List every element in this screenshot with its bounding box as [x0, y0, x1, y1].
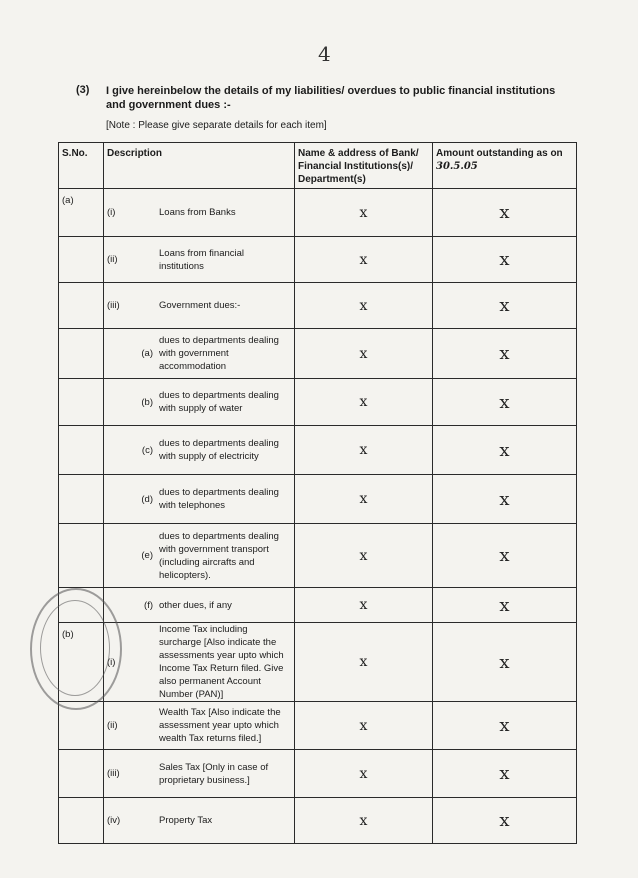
row-text: Government dues:- [159, 300, 241, 311]
section-intro: I give hereinbelow the details of my liabilities/ overdues to public financial institutions and government dues :- [106, 85, 556, 111]
row-roman: (iii) [107, 768, 120, 779]
row-amount-mark: x [433, 524, 577, 588]
row-text: dues to departments dealing with supply of electricity [159, 438, 279, 462]
row-name-address-mark: x [295, 189, 433, 237]
row-sno [59, 750, 104, 798]
section-number: (3) [76, 84, 90, 96]
row-amount-mark: x [433, 379, 577, 426]
row-description [104, 475, 295, 524]
table-header-row [59, 143, 577, 189]
row-sub: (f) [144, 599, 153, 611]
row-roman: (ii) [107, 254, 118, 265]
row-text: Loans from Banks [159, 207, 236, 218]
row-text: dues to departments dealing with government accommodation [159, 335, 279, 372]
row-name-address-mark: x [295, 426, 433, 475]
row-name-address-mark: x [295, 475, 433, 524]
row-description [104, 189, 295, 237]
row-description [104, 798, 295, 844]
row-amount-mark: x [433, 189, 577, 237]
table-row [59, 623, 577, 702]
row-roman: (ii) [107, 720, 118, 731]
row-sno [59, 283, 104, 329]
table-row [59, 588, 577, 623]
row-amount-mark: x [433, 702, 577, 750]
row-roman: (iii) [107, 300, 120, 311]
header-amount [433, 143, 577, 189]
row-amount-mark: x [433, 237, 577, 283]
row-description [104, 237, 295, 283]
table-row [59, 475, 577, 524]
row-amount-mark: x [433, 283, 577, 329]
notary-stamp [30, 588, 122, 710]
row-sno: (b) [59, 623, 104, 702]
table-row [59, 329, 577, 379]
liabilities-table [58, 142, 577, 844]
row-name-address-mark: x [295, 237, 433, 283]
row-description [104, 426, 295, 475]
row-amount-mark: x [433, 426, 577, 475]
row-sno [59, 237, 104, 283]
row-sub: (e) [141, 550, 153, 561]
row-sub: (c) [141, 444, 153, 456]
header-description: Description [104, 143, 295, 189]
header-sno: S.No. [59, 143, 104, 189]
row-roman: (iv) [107, 815, 121, 826]
table-row [59, 379, 577, 426]
row-text: Income Tax including surcharge [Also indicate the assessments year upto which Income Tax Return filed. Give also permanent Account Number (PAN)] [159, 624, 284, 700]
table-row [59, 524, 577, 588]
row-name-address-mark: x [295, 379, 433, 426]
row-name-address-mark: x [295, 702, 433, 750]
row-amount-mark: x [433, 588, 577, 623]
row-name-address-mark: x [295, 524, 433, 588]
row-sub: (a) [141, 348, 153, 359]
row-sno [59, 379, 104, 426]
row-name-address-mark: x [295, 750, 433, 798]
row-sub: (b) [141, 396, 153, 408]
row-text: other dues, if any [159, 599, 232, 611]
row-description [104, 283, 295, 329]
table-row [59, 702, 577, 750]
row-text: dues to departments dealing with telephones [159, 487, 279, 511]
table-row [59, 283, 577, 329]
row-text: Loans from financial institutions [159, 247, 245, 272]
row-text: Property Tax [159, 815, 213, 826]
row-name-address-mark: x [295, 623, 433, 702]
row-description [104, 588, 295, 623]
row-sno [59, 524, 104, 588]
notary-stamp-inner-ring [40, 600, 110, 696]
row-sno [59, 798, 104, 844]
row-sno [59, 426, 104, 475]
row-name-address-mark: x [295, 283, 433, 329]
row-amount-mark: x [433, 623, 577, 702]
table-row [59, 189, 577, 237]
row-amount-mark: x [433, 750, 577, 798]
row-description [104, 623, 295, 702]
section-note: [Note : Please give separate details for each item] [106, 120, 327, 131]
row-text: dues to departments dealing with government transport (including aircrafts and helicopters). [159, 530, 279, 581]
row-description [104, 379, 295, 426]
page-number: 4 [318, 42, 331, 66]
header-amount-date: 30.5.05 [436, 161, 478, 172]
row-sub: (d) [141, 493, 153, 505]
row-amount-mark: x [433, 475, 577, 524]
table-row [59, 798, 577, 844]
row-text: Wealth Tax [Also indicate the assessment year upto which wealth Tax returns filed.] [159, 707, 281, 744]
row-text: dues to departments dealing with supply of water [159, 390, 279, 414]
row-name-address-mark: x [295, 798, 433, 844]
row-sno [59, 329, 104, 379]
row-sno [59, 475, 104, 524]
row-description [104, 702, 295, 750]
table-row [59, 426, 577, 475]
row-description [104, 524, 295, 588]
row-text: Sales Tax [Only in case of proprietary business.] [159, 761, 269, 786]
row-name-address-mark: x [295, 329, 433, 379]
table-row [59, 237, 577, 283]
row-roman: (i) [107, 207, 116, 218]
row-description [104, 750, 295, 798]
row-sno: (a) [59, 189, 104, 237]
header-name-address: Name & address of Bank/ Financial Institutions(s)/ Department(s) [295, 143, 433, 189]
row-description [104, 329, 295, 379]
row-name-address-mark: x [295, 588, 433, 623]
row-roman: (i) [107, 656, 116, 668]
table-row [59, 750, 577, 798]
row-amount-mark: x [433, 798, 577, 844]
header-amount-label: Amount outstanding as on [436, 148, 563, 159]
row-amount-mark: x [433, 329, 577, 379]
